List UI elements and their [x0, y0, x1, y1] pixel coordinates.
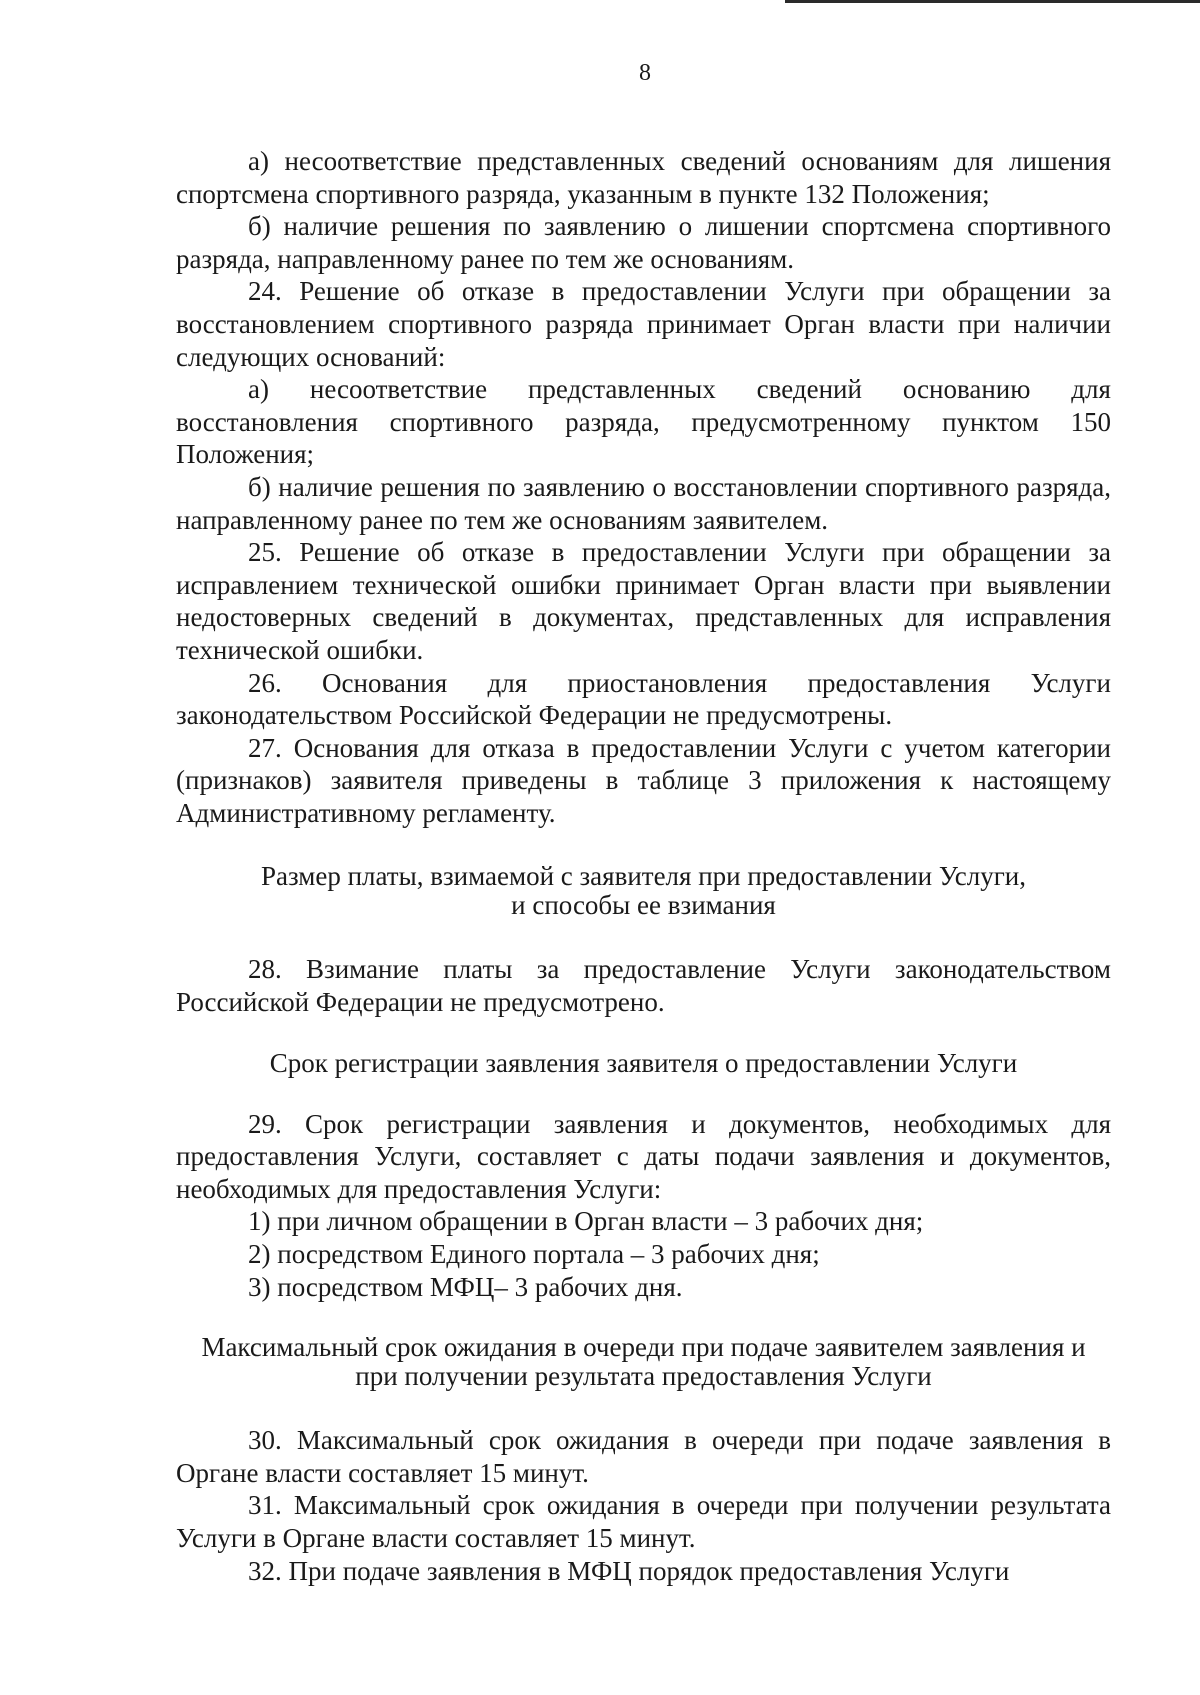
- paragraph-item-30: 30. Максимальный срок ожидания в очереди при подаче заявления в Органе власти составляет 15 минут.: [176, 1425, 1111, 1488]
- list-item: 1) при личном обращении в Орган власти – 3 рабочих дня;: [248, 1206, 924, 1237]
- paragraph: б) наличие решения по заявлению о восстановлении спортивного разряда, направленному ранее по тем же основаниям заявителем.: [176, 471, 1111, 535]
- paragraph-item-24: 24. Решение об отказе в предоставлении Услуги при обращении за восстановлением спортивного разряда принимает Орган власти при наличии следующих оснований:: [176, 276, 1111, 372]
- section-heading-registration: Срок регистрации заявления заявителя о предоставлении Услуги: [269, 1047, 1018, 1078]
- paragraph-item-31: 31. Максимальный срок ожидания в очереди при получении результата Услуги в Органе власти составляет 15 минут.: [176, 1490, 1111, 1553]
- page-number: 8: [639, 60, 651, 86]
- paragraph-item-25: 25. Решение об отказе в предоставлении Услуги при обращении за исправлением технической ошибки принимает Орган власти при выявлении недостоверных сведений в документах, представленных для исправления технической ошибки.: [176, 537, 1111, 665]
- justified-line: 26. Основания для приостановления предоставления Услуги: [248, 667, 1111, 698]
- paragraph-item-28: 28. Взимание платы за предоставление Услуги законодательством Российской Федерации не предусмотрено.: [176, 954, 1111, 1018]
- line: Положения;: [176, 439, 315, 470]
- justified-line: а) несоответствие представленных сведений основанию для: [248, 374, 1111, 405]
- scan-edge-line: [785, 0, 1200, 3]
- list-item: 3) посредством МФЦ– 3 рабочих дня.: [248, 1271, 683, 1302]
- paragraph-item-29: 29. Срок регистрации заявления и документов, необходимых для предоставления Услуги, составляет с даты подачи заявления и документов, необходимых для предоставления Услуги:: [176, 1108, 1111, 1204]
- line: законодательством Российской Федерации не предусмотрены.: [176, 700, 893, 731]
- list-item: 2) посредством Единого портала – 3 рабочих дня;: [248, 1239, 820, 1270]
- paragraph-item-32: 32. При подаче заявления в МФЦ порядок предоставления Услуги: [248, 1555, 1010, 1586]
- section-heading-fee: Размер платы, взимаемой с заявителя при предоставлении Услуги, и способы ее взимания: [261, 861, 1026, 921]
- paragraph-item-27: 27. Основания для отказа в предоставлении Услуги с учетом категории (признаков) заявителя приведены в таблице 3 приложения к настоящему Административному регламенту.: [176, 732, 1111, 828]
- paragraph-item-24a: [176, 373, 1111, 471]
- document-body: [176, 145, 1111, 1587]
- justified-line: восстановления спортивного разряда, предусмотренному пунктом 150: [176, 406, 1111, 437]
- paragraph: б) наличие решения по заявлению о лишении спортсмена спортивного разряда, направленному ранее по тем же основаниям.: [176, 211, 1111, 274]
- section-heading-queue: Максимальный срок ожидания в очереди при подаче заявителем заявления и при получении результата предоставления Услуги: [201, 1332, 1086, 1392]
- paragraph: а) несоответствие представленных сведений основаниям для лишения спортсмена спортивного разряда, указанным в пункте 132 Положения;: [176, 146, 1111, 209]
- paragraph-item-26: [176, 667, 1111, 732]
